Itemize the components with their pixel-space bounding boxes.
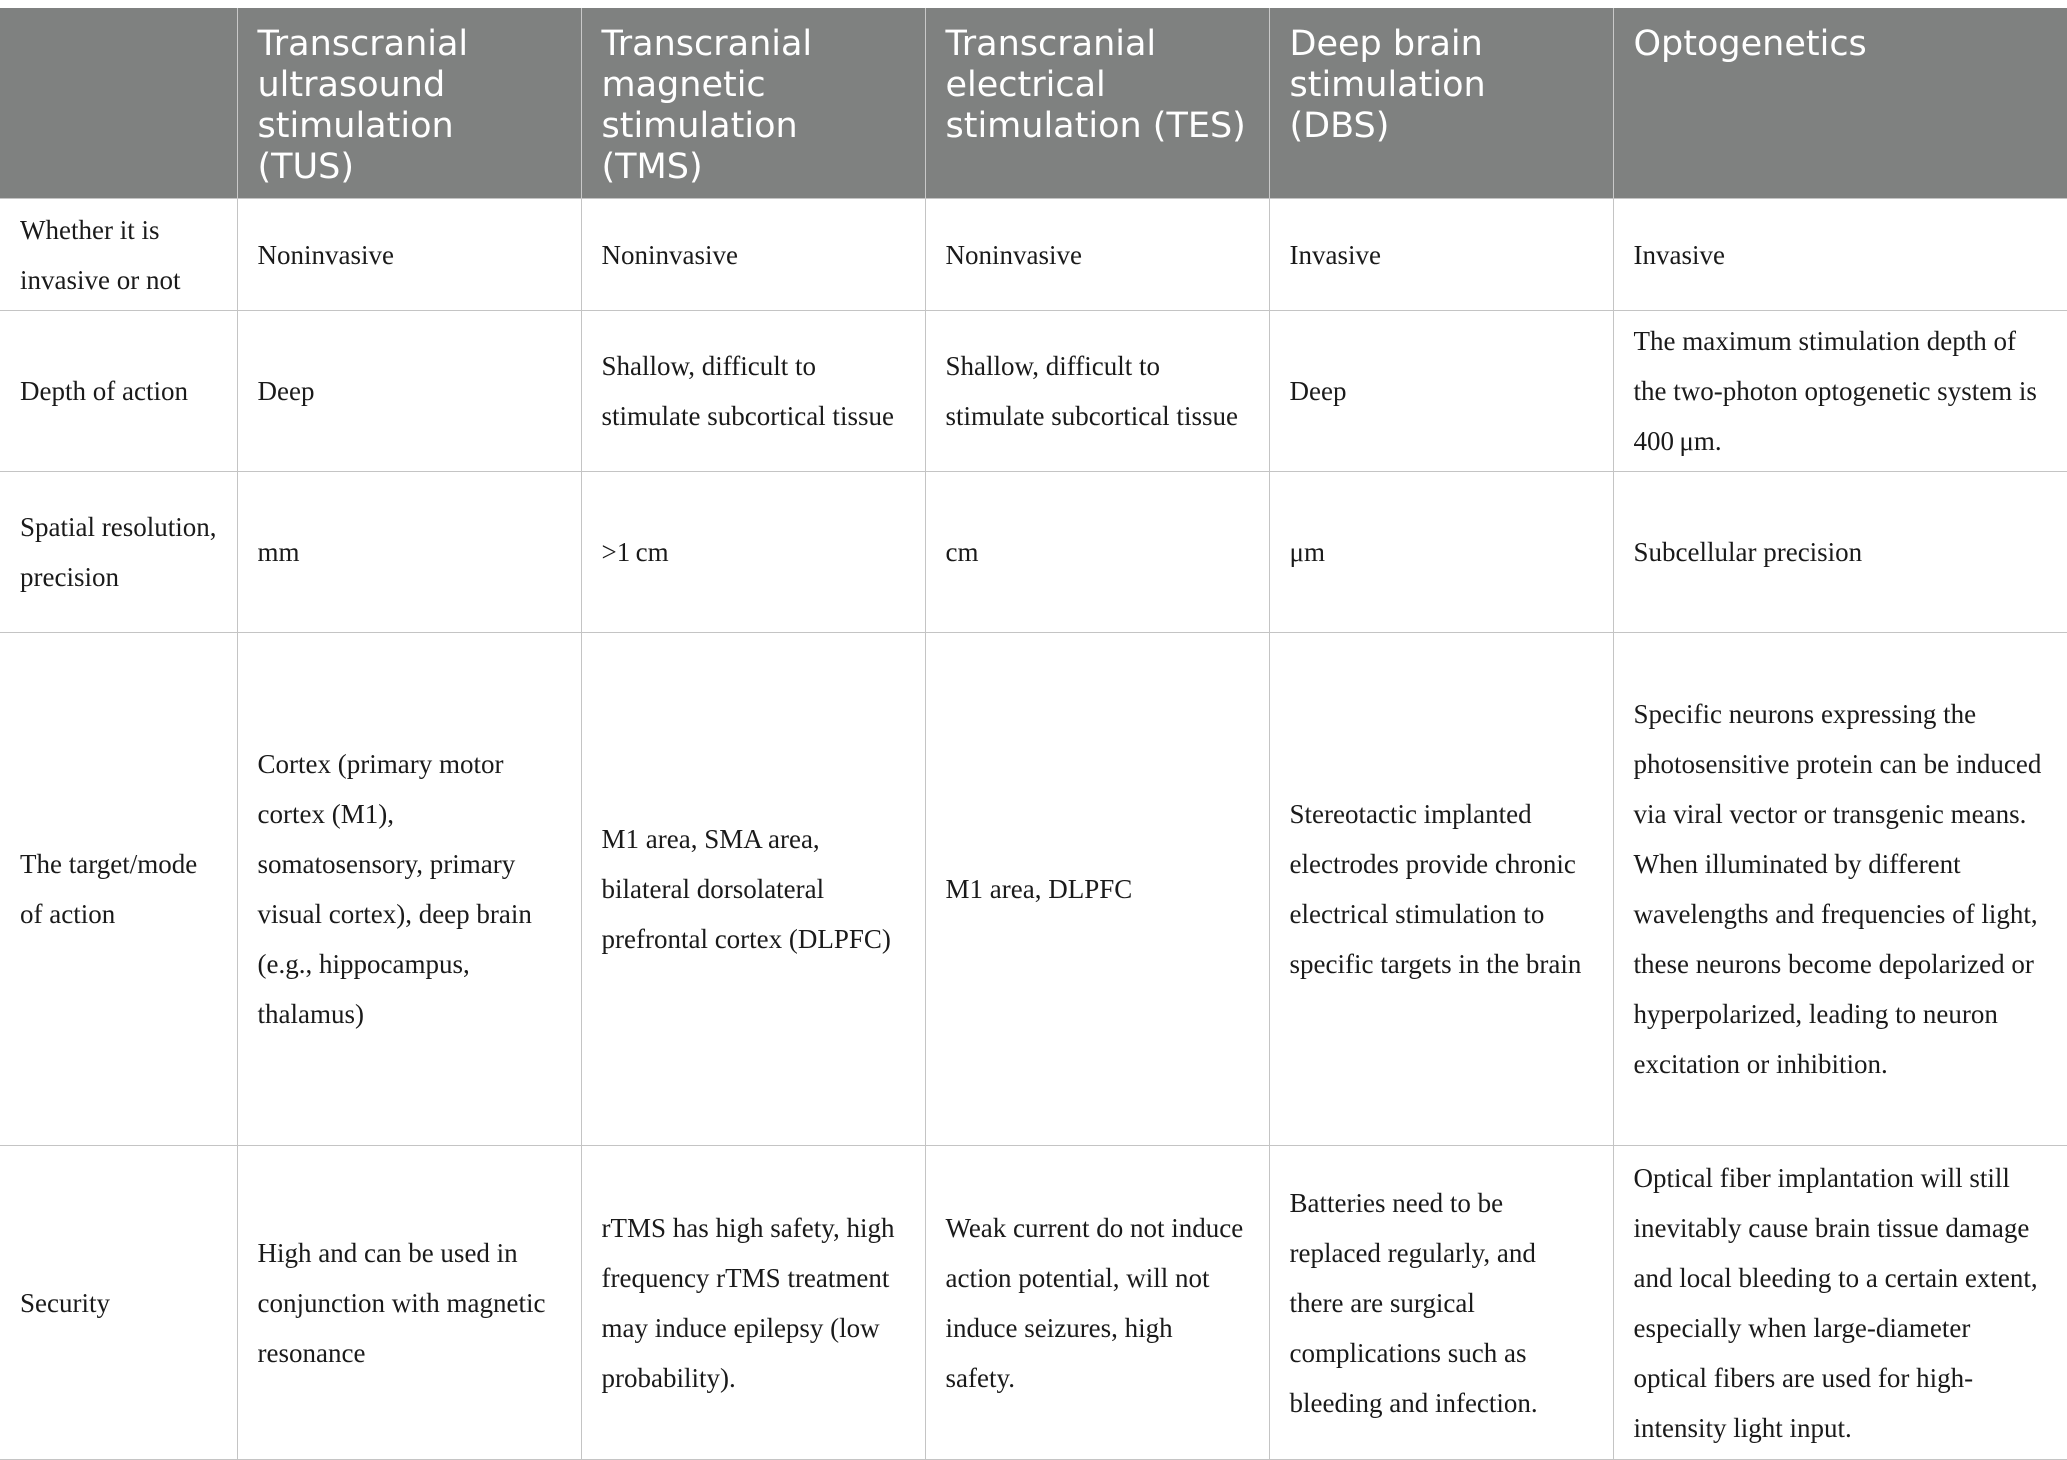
header-cell-tes: Transcranial electrical stimulation (TES) xyxy=(925,8,1269,199)
row-label: Depth of action xyxy=(0,311,237,472)
table-cell: M1 area, DLPFC xyxy=(925,633,1269,1146)
table-cell: Stereotactic implanted electrodes provide chronic electrical stimulation to specific targets in the brain xyxy=(1269,633,1613,1146)
table-cell: Invasive xyxy=(1269,199,1613,311)
table-cell: Batteries need to be replaced regularly, and there are surgical complications such as bleeding and infection. xyxy=(1269,1146,1613,1460)
table-cell: Shallow, difficult to stimulate subcortical tissue xyxy=(581,311,925,472)
table-cell: Noninvasive xyxy=(925,199,1269,311)
table-cell: Specific neurons expressing the photosensitive protein can be induced via viral vector or transgenic means. When illuminated by different wavelengths and frequencies of light, these neurons become depolarized or hyperpolarized, leading to neuron excitation or inhibition. xyxy=(1613,633,2067,1146)
table-row xyxy=(0,1146,2067,1460)
table-cell: M1 area, SMA area, bilateral dorsolateral prefrontal cortex (DLPFC) xyxy=(581,633,925,1146)
row-label: Spatial resolution, precision xyxy=(0,472,237,633)
header-row xyxy=(0,8,2067,199)
table-cell: The maximum stimulation depth of the two-photon optogenetic system is 400 μm. xyxy=(1613,311,2067,472)
table-cell: Optical fiber implantation will still inevitably cause brain tissue damage and local bleeding to a certain extent, especially when large-diameter optical fibers are used for high-intensity light input. xyxy=(1613,1146,2067,1460)
row-label: The target/mode of action xyxy=(0,633,237,1146)
table-cell: Subcellular precision xyxy=(1613,472,2067,633)
table-cell: Deep xyxy=(237,311,581,472)
table-row xyxy=(0,472,2067,633)
table-cell: Shallow, difficult to stimulate subcortical tissue xyxy=(925,311,1269,472)
table-cell: cm xyxy=(925,472,1269,633)
table-cell: Noninvasive xyxy=(237,199,581,311)
header-cell-tus: Transcranial ultrasound stimulation (TUS) xyxy=(237,8,581,199)
table-cell: mm xyxy=(237,472,581,633)
comparison-table xyxy=(0,8,2067,1460)
header-cell-optogenetics: Optogenetics xyxy=(1613,8,2067,199)
table-row xyxy=(0,311,2067,472)
table-cell: rTMS has high safety, high frequency rTMS treatment may induce epilepsy (low probability). xyxy=(581,1146,925,1460)
header-cell-tms: Transcranial magnetic stimulation (TMS) xyxy=(581,8,925,199)
table-cell: High and can be used in conjunction with magnetic resonance xyxy=(237,1146,581,1460)
header-cell-dbs: Deep brain stimulation (DBS) xyxy=(1269,8,1613,199)
row-label: Security xyxy=(0,1146,237,1460)
table-cell: Invasive xyxy=(1613,199,2067,311)
table-cell: Noninvasive xyxy=(581,199,925,311)
table-row xyxy=(0,199,2067,311)
table-cell: >1 cm xyxy=(581,472,925,633)
row-label: Whether it is invasive or not xyxy=(0,199,237,311)
table-cell: Weak current do not induce action potential, will not induce seizures, high safety. xyxy=(925,1146,1269,1460)
header-cell-corner xyxy=(0,8,237,199)
table-cell: Deep xyxy=(1269,311,1613,472)
table-cell: Cortex (primary motor cortex (M1), somatosensory, primary visual cortex), deep brain (e.g., hippocampus, thalamus) xyxy=(237,633,581,1146)
table-cell: μm xyxy=(1269,472,1613,633)
table-row xyxy=(0,633,2067,1146)
